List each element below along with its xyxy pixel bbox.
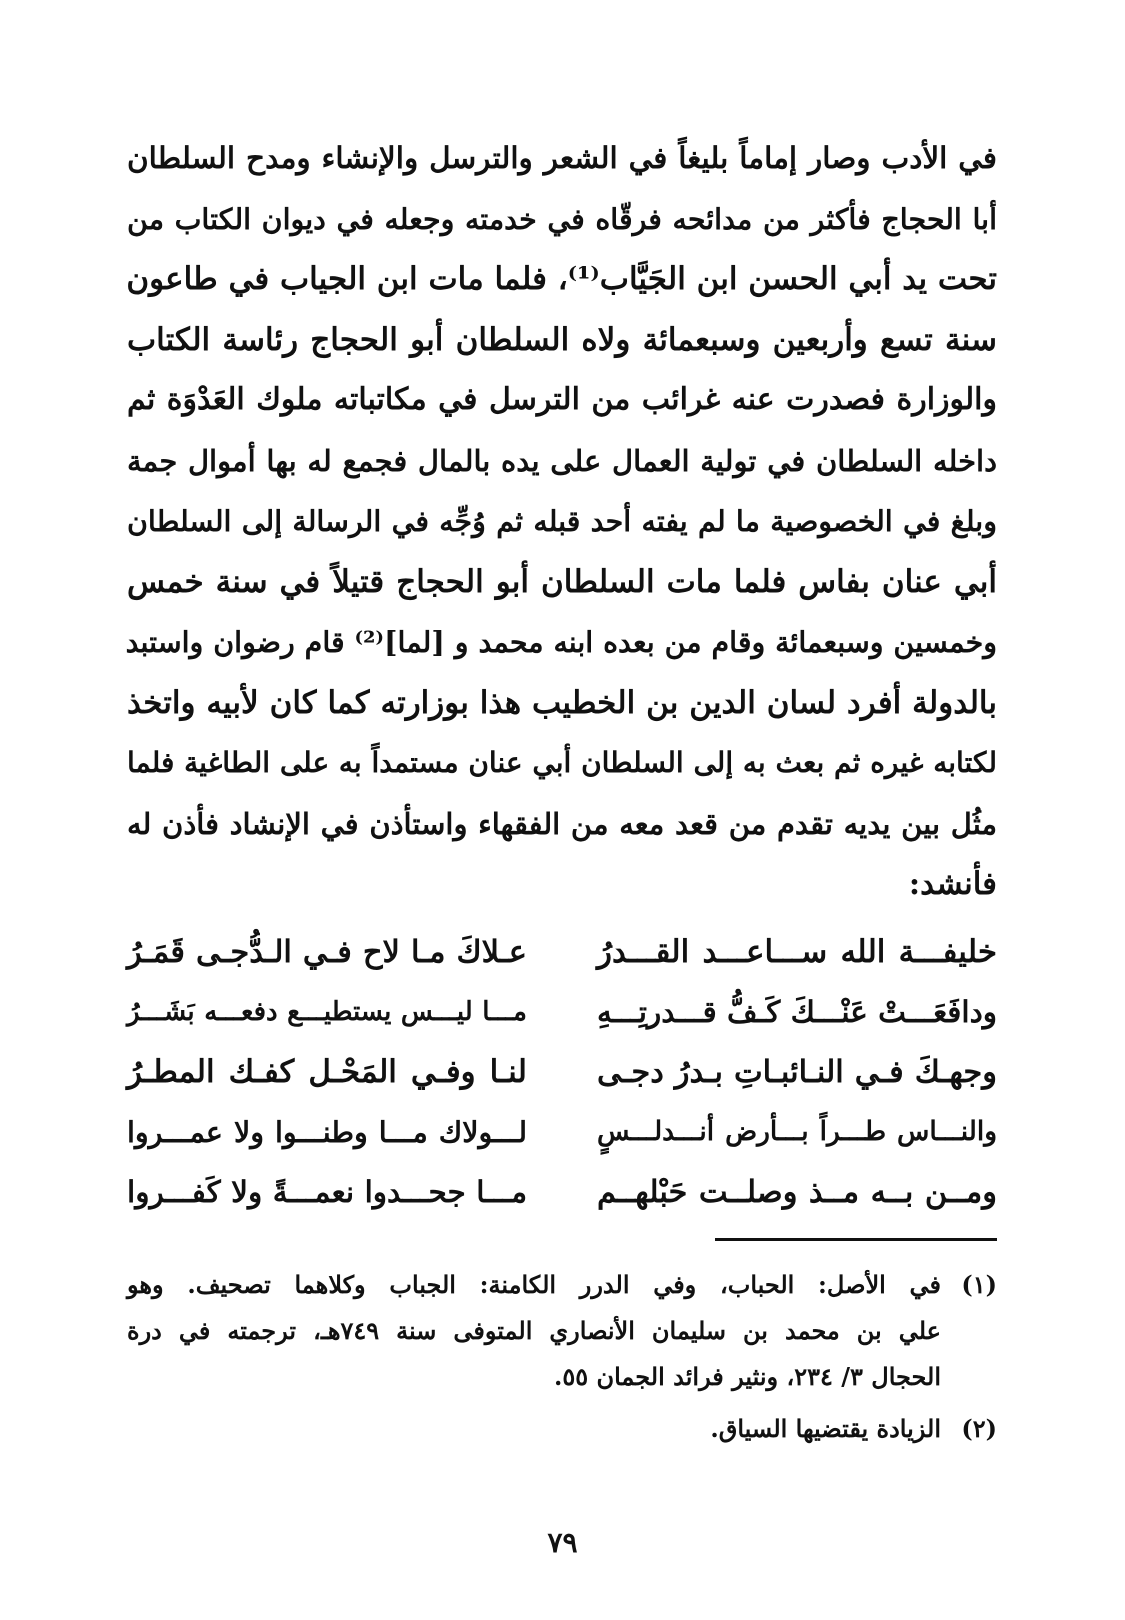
text-line: وبلغ في الخصوصية ما لم يفته أحد قبله ثم وُجِّه في الرسالة إلى السلطان (127, 504, 997, 538)
verse-second-hemistich: لـــولاك مـــا وطنـــوا ولا عمـــروا (127, 1115, 527, 1149)
verse-first-hemistich: ودافَعَـــتْ عَنْـــكَ كَـفُّ قـــدرتِـــهِ (597, 994, 997, 1029)
text-line: أبي عنان بفاس فلما مات السلطان أبو الحجاج قتيلاً في سنة خمس (127, 563, 997, 600)
text-line: تحت يد أبي الحسن ابن الجَيَّاب⁽¹⁾، فلما مات ابن الجياب في طاعون (126, 261, 997, 297)
text-line: فأنشد: (908, 866, 997, 902)
poem-verse (127, 922, 997, 982)
verse-first-hemistich: ومــن بــه مــذ وصلــت حَبْلهــم (597, 1174, 997, 1210)
footnote (127, 1262, 997, 1400)
verse-first-hemistich: والنـــاس طـــراً بـــأرض أنـــدلـــسٍ (597, 1116, 997, 1147)
poem-verse (127, 1042, 997, 1102)
footnote (127, 1406, 997, 1452)
footnote-line: علي بن محمد بن سليمان الأنصاري المتوفى سنة ٧٤٩هـ، ترجمته في درة (127, 1316, 942, 1345)
text-line: وخمسين وسبعمائة وقام من بعده ابنه محمد و [لما]⁽²⁾ قام رضوان واستبد (125, 625, 997, 659)
poem-verse (127, 1162, 997, 1222)
footnote-separator (715, 1238, 997, 1241)
poem-verse (127, 982, 997, 1042)
verse-second-hemistich: مـــا جحـــدوا نعمـــةً ولا كَفـــروا (127, 1174, 527, 1209)
footnote-number: (٢) (961, 1414, 997, 1443)
verse-first-hemistich: وجهـكَ فـي النـائبـاتِ بـدرُ دجـى (597, 1054, 997, 1090)
footnote-number: (١) (961, 1270, 997, 1299)
verse-second-hemistich: لنـا وفـي المَحْـل كفـك المطـرُ (127, 1054, 527, 1090)
verse-first-hemistich: خليفـــة الله ســـاعـــد القـــدرُ (597, 934, 997, 970)
page-number: ٧٩ (547, 1526, 578, 1559)
footnote-text (127, 1406, 941, 1452)
footnote-line: في الأصل: الحباب، وفي الدرر الكامنة: الجباب وكلاهما تصحيف. وهو (127, 1270, 941, 1299)
text-line: في الأدب وصار إماماً بليغاً في الشعر والترسل والإنشاء ومدح السلطان (127, 140, 997, 175)
text-line: سنة تسع وأربعين وسبعمائة ولاه السلطان أبو الحجاج رئاسة الكتاب (127, 321, 997, 358)
text-line: داخله السلطان في تولية العمال على يده بالمال فجمع له بها أموال جمة (127, 443, 997, 478)
footnote-line: الزيادة يقتضيها السياق. (710, 1414, 941, 1443)
poem-verse (127, 1102, 997, 1162)
text-line: والوزارة فصدرت عنه غرائب من الترسل في مكاتباته ملوك العَدْوَة ثم (127, 382, 997, 417)
text-line: مثُل بين يديه تقدم من قعد معه من الفقهاء واستأذن في الإنشاد فأذن له (127, 806, 997, 841)
verse-second-hemistich: مـــا ليـــس يستطيـــع دفعـــه بَشَـــرُ (127, 997, 527, 1027)
text-line: أبا الحجاج فأكثر من مدائحه فرقّاه في خدمته وجعله في ديوان الكتاب من (127, 201, 997, 236)
footnote-text (127, 1262, 941, 1400)
footnote-line: الحجال ٣/ ٢٣٤، ونثير فرائد الجمان ٥٥. (553, 1362, 941, 1391)
verse-second-hemistich: عـلاكَ مـا لاح فـي الـدُّجـى قَمَـرُ (127, 934, 527, 970)
main-text (127, 128, 997, 915)
text-line: لكتابه غيره ثم بعث به إلى السلطان أبي عنان مستمداً به على الطاغية فلما (127, 746, 997, 779)
poem (127, 922, 997, 1222)
text-line: بالدولة أفرد لسان الدين بن الخطيب هذا بوزارته كما كان لأبيه واتخذ (127, 684, 997, 721)
footnotes (127, 1262, 997, 1458)
